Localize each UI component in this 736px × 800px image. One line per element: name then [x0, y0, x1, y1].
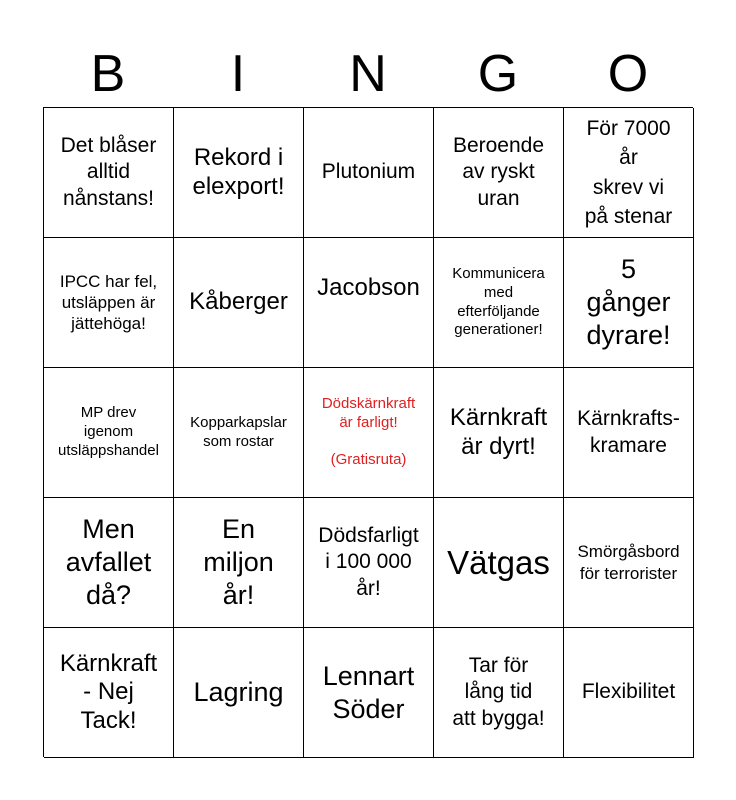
bingo-cell-r5c4[interactable] — [434, 628, 564, 758]
bingo-cell-r2c3[interactable] — [304, 238, 434, 368]
cell-text: Det blåser alltid nånstans! — [60, 134, 157, 210]
cell-text: Kärnkrafts- kramare — [577, 407, 680, 457]
bingo-cell-r5c1[interactable] — [44, 628, 174, 758]
cell-text: Smörgåsbord för terrorister — [577, 542, 680, 583]
bingo-cell-r2c4[interactable] — [434, 238, 564, 368]
cell-text: Lennart Söder — [322, 660, 415, 724]
cell-text: Flexibilitet — [581, 680, 676, 704]
cell-text: Kåberger — [189, 288, 288, 316]
bingo-cell-free-space[interactable] — [304, 368, 434, 498]
bingo-cell-r4c4[interactable] — [434, 498, 564, 628]
cell-text: Kommunicera med efterföljande generationer! — [452, 265, 545, 339]
cell-text: Jacobson — [317, 274, 420, 301]
bingo-cell-r4c3[interactable] — [304, 498, 434, 628]
cell-text: Kärnkraft - Nej Tack! — [59, 650, 158, 734]
bingo-cell-r1c3[interactable] — [304, 108, 434, 238]
cell-text: Lagring — [193, 677, 284, 708]
header-letter-g: G — [477, 45, 519, 103]
bingo-grid — [43, 107, 693, 757]
cell-text: 5 gånger dyrare! — [586, 254, 671, 350]
cell-text: Kärnkraft är dyrt! — [449, 404, 548, 460]
cell-text: Men avfallet då? — [65, 514, 152, 610]
header-letter-i: I — [230, 45, 246, 103]
header-letter-n: N — [349, 45, 387, 103]
cell-text: För 7000 år skrev vi på stenar — [584, 116, 673, 228]
bingo-cell-r3c4[interactable] — [434, 368, 564, 498]
bingo-cell-r4c1[interactable] — [44, 498, 174, 628]
bingo-cell-r1c5[interactable] — [564, 108, 694, 238]
cell-text: Rekord i elexport! — [192, 144, 285, 200]
cell-text: Beroende av ryskt uran — [452, 134, 545, 210]
cell-text: En miljon år! — [203, 514, 274, 610]
bingo-cell-r5c2[interactable] — [174, 628, 304, 758]
bingo-cell-r5c5[interactable] — [564, 628, 694, 758]
bingo-cell-r2c5[interactable] — [564, 238, 694, 368]
cell-text: Vätgas — [447, 543, 550, 581]
cell-text: Tar för lång tid att bygga! — [452, 654, 545, 730]
cell-text: Dödsfarligt i 100 000 år! — [318, 524, 419, 600]
bingo-cell-r4c2[interactable] — [174, 498, 304, 628]
bingo-cell-r1c2[interactable] — [174, 108, 304, 238]
bingo-cell-r3c2[interactable] — [174, 368, 304, 498]
free-space-text: Dödskärnkraft är farligt! (Gratisruta) — [321, 395, 416, 469]
cell-text: Plutonium — [321, 160, 416, 184]
bingo-cell-r1c1[interactable] — [44, 108, 174, 238]
bingo-cell-r3c5[interactable] — [564, 368, 694, 498]
bingo-cell-r3c1[interactable] — [44, 368, 174, 498]
bingo-header — [43, 40, 693, 108]
cell-text: MP drev igenom utsläppshandel — [58, 404, 159, 459]
bingo-cell-r2c1[interactable] — [44, 238, 174, 368]
bingo-cell-r5c3[interactable] — [304, 628, 434, 758]
bingo-cell-r2c2[interactable] — [174, 238, 304, 368]
bingo-cell-r4c5[interactable] — [564, 498, 694, 628]
bingo-cell-r1c4[interactable] — [434, 108, 564, 238]
header-letter-o: O — [607, 45, 649, 103]
header-letter-b: B — [90, 45, 126, 103]
cell-text: IPCC har fel, utsläppen är jättehöga! — [59, 271, 158, 334]
cell-text: Kopparkapslar som rostar — [190, 413, 287, 450]
